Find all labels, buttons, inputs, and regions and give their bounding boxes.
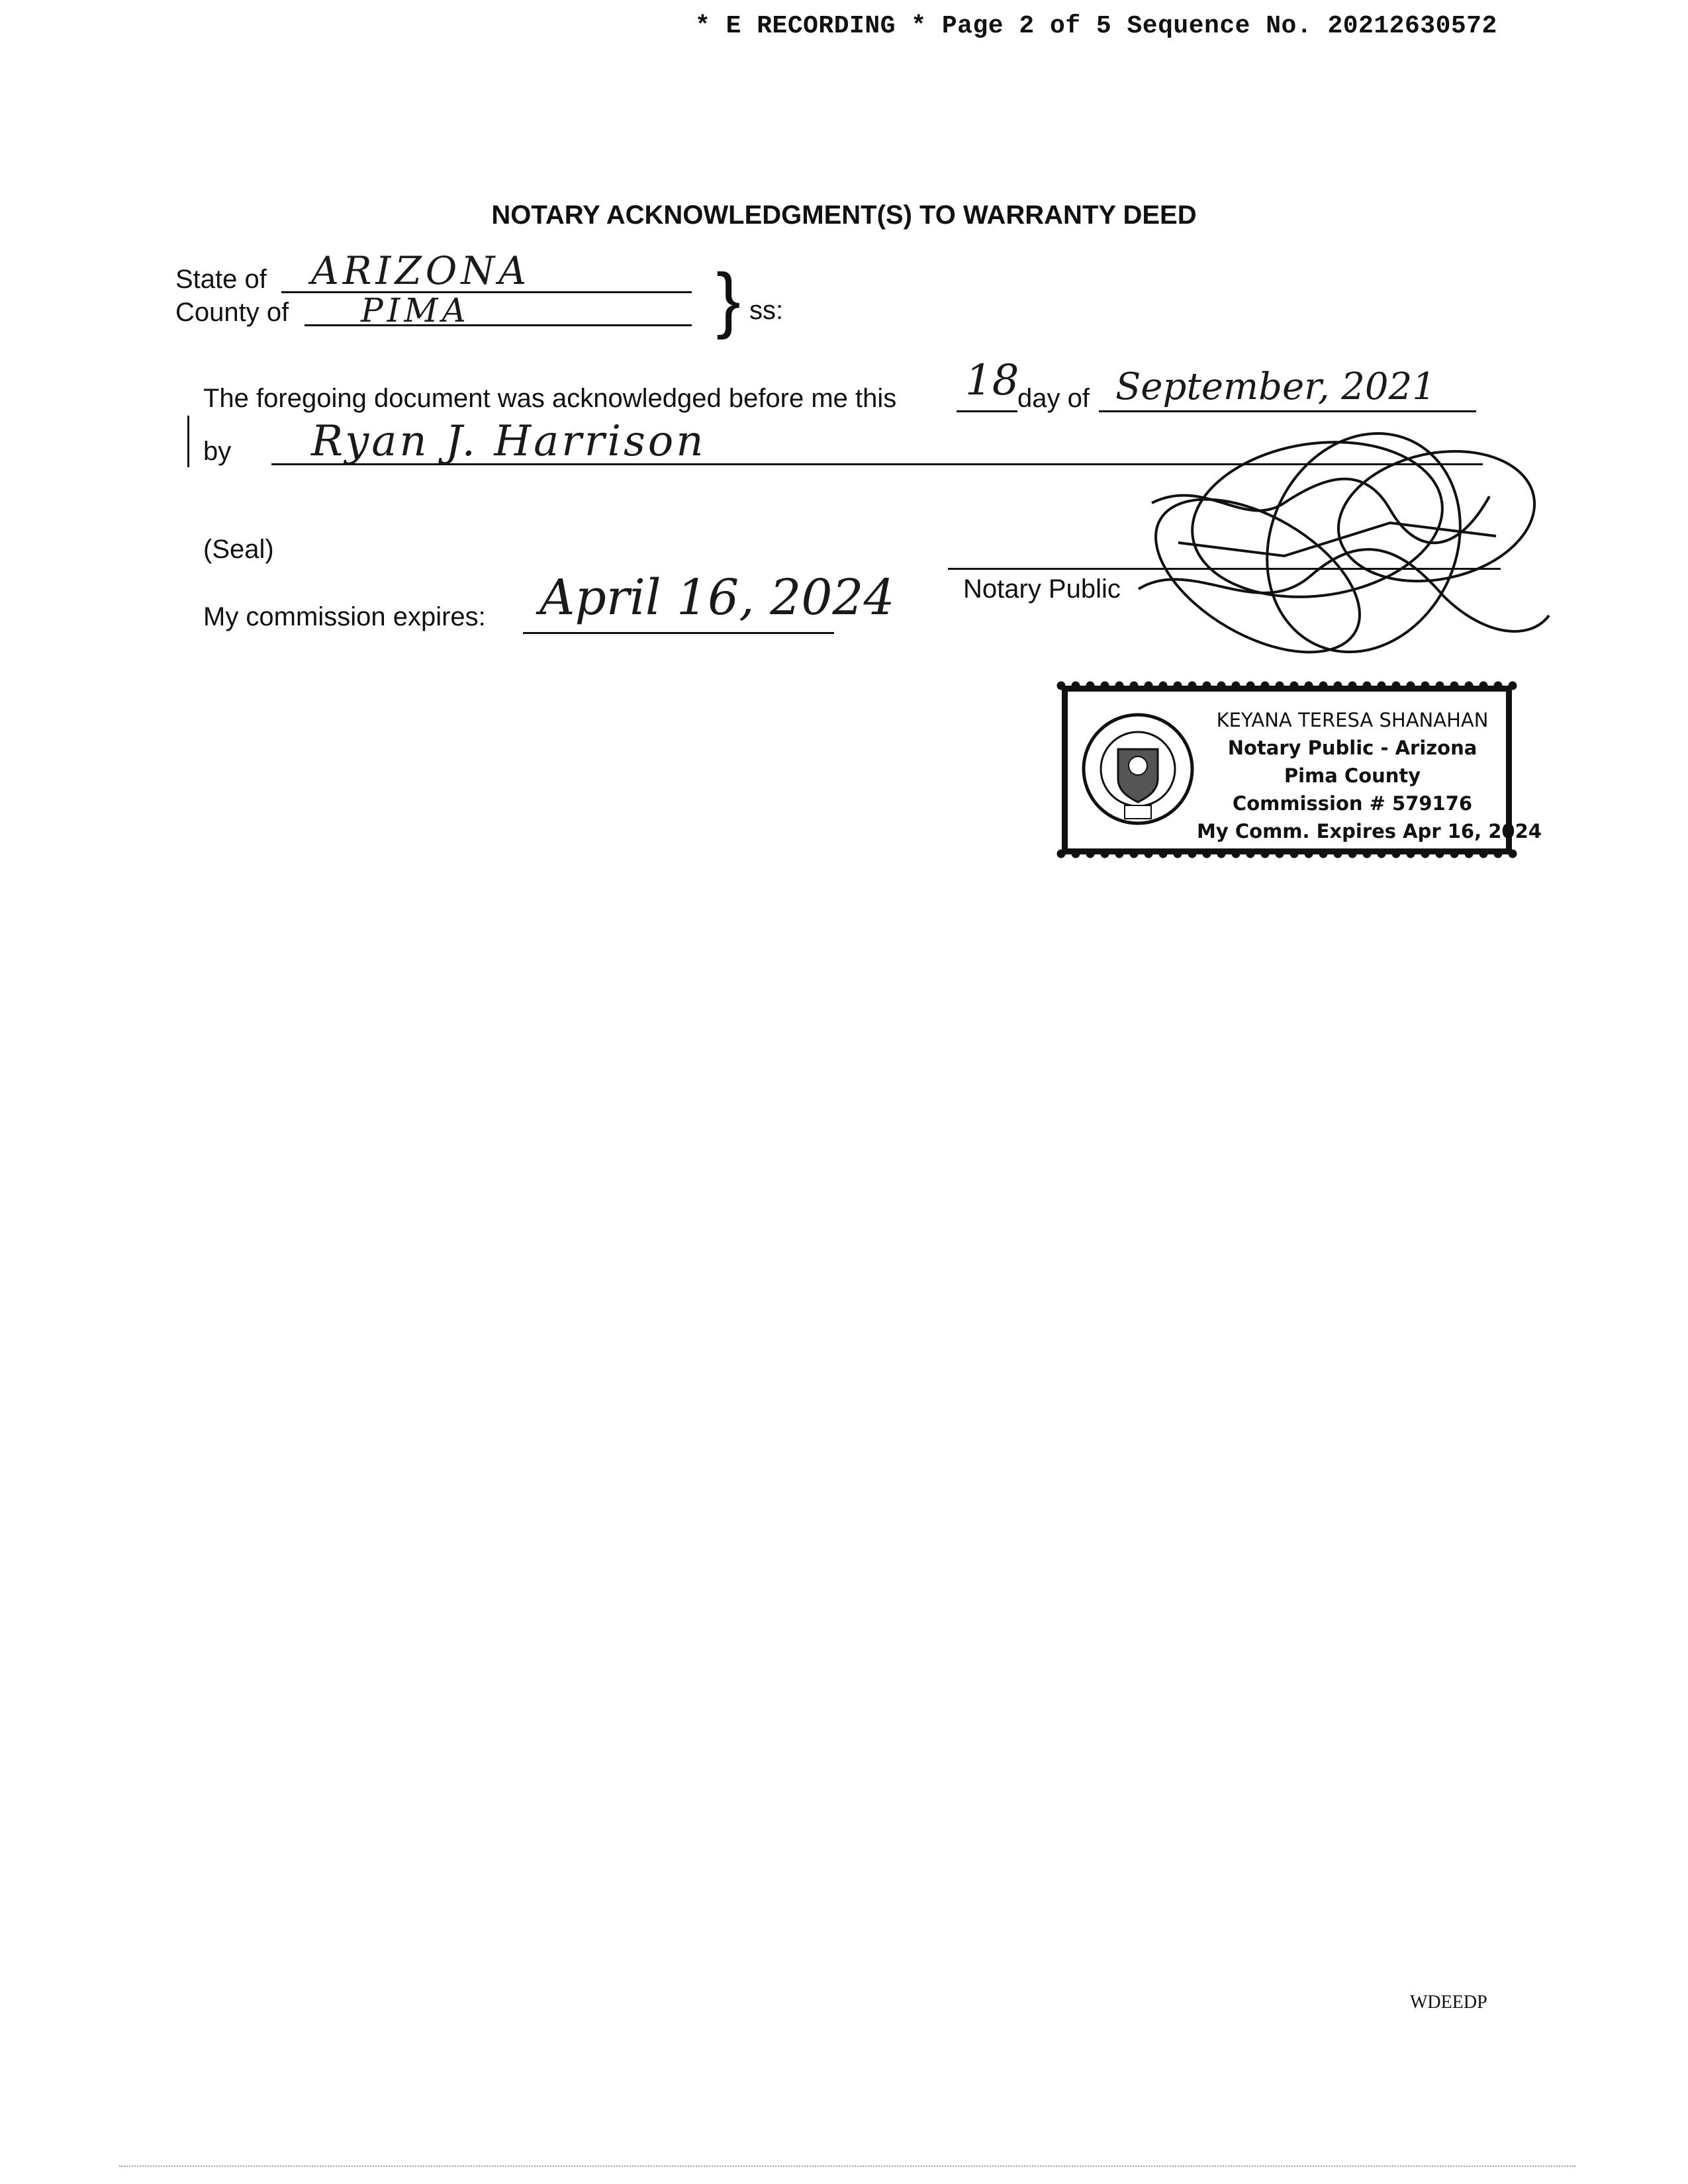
seal-label: (Seal) — [203, 535, 274, 564]
by-label: by — [203, 437, 232, 466]
day-of-label: day of — [1017, 384, 1090, 413]
state-value: ARIZONA — [311, 248, 530, 293]
stamp-expiration: My Comm. Expires Apr 16, 2024 — [1197, 820, 1542, 842]
stamp-notary-title: Notary Public - Arizona — [1227, 737, 1477, 759]
arizona-state-seal-icon — [1078, 706, 1197, 832]
ss-label: ss: — [749, 296, 784, 325]
acknowledgment-text: The foregoing document was acknowledged before me this — [203, 384, 897, 413]
notary-signature — [1086, 424, 1562, 688]
county-label: County of — [175, 298, 289, 327]
commission-value: April 16, 2024 — [539, 569, 895, 626]
stamp-county: Pima County — [1284, 764, 1421, 787]
margin-mark — [187, 416, 189, 467]
day-value: 18 — [965, 356, 1019, 405]
month-year-value: September, 2021 — [1115, 365, 1436, 408]
document-title: NOTARY ACKNOWLEDGMENT(S) TO WARRANTY DEED — [491, 201, 1197, 230]
commission-line — [523, 632, 834, 634]
form-code: WDEEDP — [1410, 1992, 1487, 2013]
stamp-notary-name: KEYANA TERESA SHANAHAN — [1216, 709, 1489, 731]
brace: } — [716, 259, 741, 340]
recording-header: * E RECORDING * Page 2 of 5 Sequence No. 20212630572 — [695, 12, 1497, 40]
county-value: PIMA — [361, 291, 470, 330]
state-label: State of — [175, 265, 267, 294]
scan-artifact-line — [119, 2165, 1575, 2167]
stamp-commission-number: Commission # 579176 — [1232, 792, 1473, 815]
notary-public-label: Notary Public — [963, 574, 1121, 604]
month-line — [1099, 410, 1476, 412]
by-value: Ryan J. Harrison — [311, 417, 706, 466]
notary-stamp — [1062, 686, 1542, 854]
commission-label: My commission expires: — [203, 602, 486, 631]
day-line — [957, 410, 1017, 412]
